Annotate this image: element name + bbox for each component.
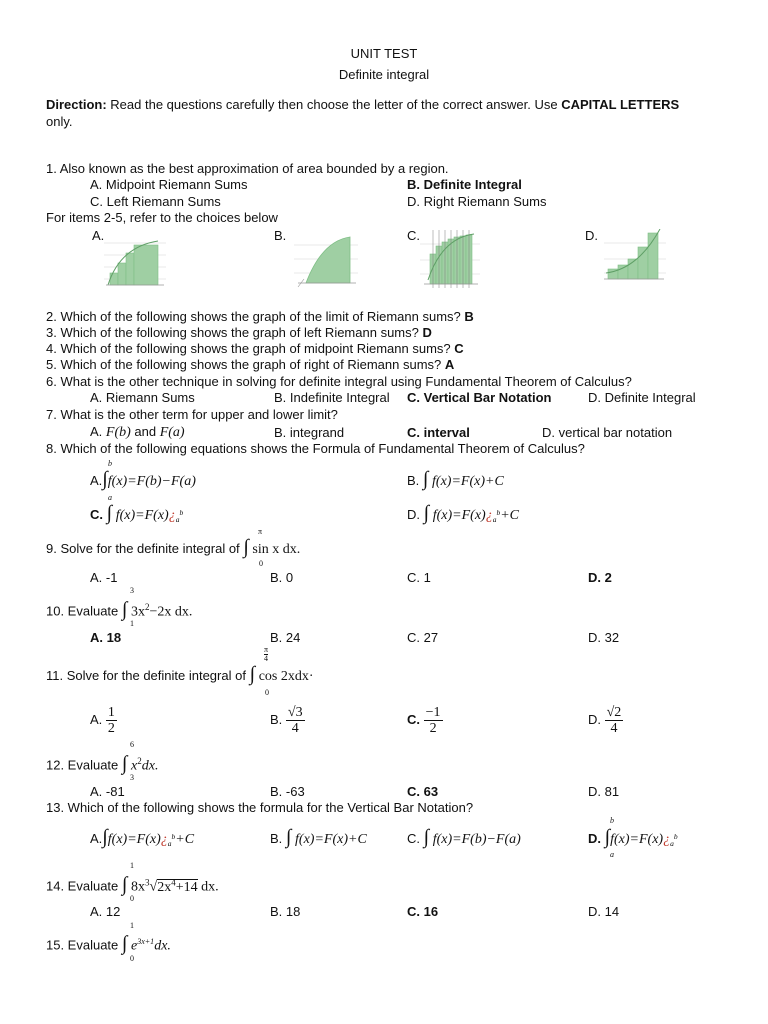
integral-sign: ∫	[243, 536, 249, 558]
page-title: UNIT TEST	[350, 46, 418, 61]
direction-line-2: only.	[46, 114, 73, 129]
q10-choice-a: A. 18	[90, 630, 122, 645]
q15-exp: 3x+1	[137, 937, 155, 946]
q8-a-upper: b	[108, 459, 112, 468]
q11-choice-d	[588, 705, 623, 736]
q7-choice-d: D. vertical bar notation	[542, 425, 673, 440]
q9-choice-c: C. 1	[407, 570, 431, 585]
q15-stem: 15. Evaluate	[46, 937, 119, 953]
q11-b-num: √3	[287, 705, 303, 721]
q9-integrand: sin x dx.	[252, 542, 301, 557]
q10-choice-d: D. 32	[588, 630, 620, 645]
q14-line	[46, 874, 219, 896]
q2-stem: 2. Which of the following shows the graph of the limit of Riemann sums?	[46, 309, 461, 324]
q13-d-upper: b	[610, 816, 614, 825]
q12-exp: 2	[137, 756, 142, 766]
q1-choice-b: B. Definite Integral	[407, 177, 522, 192]
q13-d-limits	[670, 832, 678, 848]
q11-lower: 0	[265, 688, 269, 697]
q13-a-glyph: ¿	[160, 832, 168, 847]
q5-answer: A	[444, 357, 455, 372]
q10-line	[46, 599, 192, 620]
q11-a-letter: A.	[90, 712, 103, 727]
q13-a-expr: f(x)=F(x)	[107, 832, 161, 847]
q10-upper: 3	[130, 586, 134, 595]
q1-stem: 1. Also known as the best approximation of area bounded by a region.	[46, 161, 449, 176]
q8-c-expr: f(x)=F(x)	[115, 508, 169, 523]
graph-label-d: D.	[585, 228, 598, 243]
q6-choice-d: D. Definite Integral	[588, 390, 696, 405]
q15-dx: dx.	[154, 938, 171, 954]
page-subtitle: Definite integral	[338, 67, 430, 82]
integral-sign: ∫	[121, 932, 128, 955]
integral-sign: ∫	[121, 873, 128, 896]
graph-label-c: C.	[407, 228, 420, 243]
q13-c-letter: C.	[407, 831, 420, 846]
q14-exp2: 4	[171, 877, 176, 887]
q7-choice-c: C. interval	[407, 425, 470, 440]
q11-d-frac	[605, 705, 624, 736]
integral-sign: ∫	[285, 826, 292, 848]
q11-b-letter: B.	[270, 712, 283, 727]
q12-stem: 12. Evaluate	[46, 757, 119, 773]
q11-choice-c	[407, 705, 443, 736]
q8-c-limits	[175, 508, 184, 524]
integral-sign: ∫	[422, 468, 429, 490]
q13-a-plus-c: +C	[175, 832, 195, 847]
q11-c-den: 2	[429, 721, 437, 737]
q11-d-den: 4	[610, 721, 618, 737]
q9-line	[46, 536, 301, 558]
q14-rad-b: +14	[175, 879, 198, 895]
q11-upper-num: π	[264, 645, 269, 654]
q12-line	[46, 753, 158, 774]
q7-stem: 7. What is the other term for upper and lower limit?	[46, 407, 338, 422]
graph-label-a: A.	[92, 228, 105, 243]
q12-lower: 3	[130, 773, 134, 782]
q11-upper	[264, 646, 268, 663]
q13-a-sub: a	[167, 838, 172, 848]
q13-d-sub: a	[670, 838, 674, 848]
q6-choice-c: C. Vertical Bar Notation	[407, 390, 552, 405]
q11-d-letter: D.	[588, 712, 601, 727]
q8-choice-b	[407, 468, 504, 490]
q13-choice-d	[588, 826, 678, 852]
integral-sign: ∫	[106, 502, 113, 524]
q8-c-sub: a	[175, 514, 180, 524]
direction-emphasis: CAPITAL LETTERS	[561, 97, 680, 112]
q1-choice-c: C. Left Riemann Sums	[90, 194, 221, 209]
q9-choice-a: A. -1	[90, 570, 118, 585]
direction-text: Read the questions carefully then choose the letter of the correct answer. Use	[106, 97, 562, 112]
q8-choice-c	[90, 502, 184, 528]
q14-radicand	[157, 879, 197, 895]
q14-exp1: 3	[145, 877, 150, 888]
q11-stem: 11. Solve for the definite integral of	[46, 668, 246, 683]
q7-fa: F(a)	[159, 425, 185, 440]
q11-integrand: cos 2xdx·	[258, 669, 314, 684]
q8-b-expr: f(x)=F(x)+C	[432, 474, 504, 489]
q13-d-letter: D.	[588, 831, 601, 846]
q13-choice-a	[90, 826, 195, 852]
q13-stem: 13. Which of the following shows the formula for the Vertical Bar Notation?	[46, 800, 474, 815]
q12-choice-a: A. -81	[90, 784, 125, 799]
q4-stem: 4. Which of the following shows the graph of midpoint Riemann sums?	[46, 341, 451, 356]
q12-choice-c: C. 63	[407, 784, 439, 799]
q15-base: e	[131, 938, 138, 954]
q8-a-letter: A.	[90, 473, 103, 488]
q11-upper-den: 4	[264, 654, 269, 663]
q13-b-letter: B.	[270, 831, 283, 846]
graph-label-b: B.	[274, 228, 287, 243]
q11-c-frac	[424, 705, 443, 736]
q9-upper: π	[258, 527, 263, 536]
q4-answer: C	[454, 341, 464, 356]
q11-b-den: 4	[291, 721, 299, 737]
q4-line	[46, 341, 464, 357]
graph-a-right-riemann	[104, 233, 166, 289]
q13-choice-c	[407, 826, 521, 848]
q14-lower: 0	[130, 894, 134, 903]
direction-label: Direction:	[46, 97, 107, 112]
integral-sign: ∫	[102, 468, 108, 490]
integral-sign: ∫	[423, 826, 430, 848]
q11-d-num: √2	[606, 705, 622, 721]
q10-term-b: −2x dx.	[149, 604, 193, 620]
q8-b-letter: B.	[407, 473, 420, 488]
integral-sign: ∫	[604, 826, 611, 848]
q14-choice-c: C. 16	[407, 904, 439, 919]
q14-choice-a: A. 12	[90, 904, 121, 919]
q8-d-expr: f(x)=F(x)	[432, 508, 486, 523]
q13-a-sup: b	[171, 832, 176, 841]
q11-b-frac	[286, 705, 305, 736]
graph-b-area-under-curve	[294, 233, 358, 289]
integral-sign: ∫	[102, 826, 108, 848]
q12-choice-d: D. 81	[588, 784, 620, 799]
q15-lower: 0	[130, 954, 134, 963]
q12-choice-b: B. -63	[270, 784, 305, 799]
integral-sign: ∫	[423, 502, 430, 524]
q3-stem: 3. Which of the following shows the graph of left Riemann sums?	[46, 325, 419, 340]
q9-stem: 9. Solve for the definite integral of	[46, 541, 240, 556]
q1-choice-a: A. Midpoint Riemann Sums	[90, 177, 248, 192]
q8-d-sub: a	[492, 514, 497, 524]
q8-d-glyph: ¿	[485, 508, 493, 523]
q14-choice-d: D. 14	[588, 904, 620, 919]
q13-c-expr: f(x)=F(b)−F(a)	[432, 832, 521, 847]
q14-choice-b: B. 18	[270, 904, 301, 919]
q11-a-den: 2	[107, 721, 115, 737]
q3-line	[46, 325, 432, 341]
q7-and: and	[130, 424, 160, 439]
q11-choice-a	[90, 705, 117, 736]
integral-sign: ∫	[121, 598, 128, 621]
q5-line	[46, 357, 454, 373]
q8-c-letter: C.	[90, 507, 103, 522]
q14-term-b: dx.	[197, 879, 219, 895]
q15-upper: 1	[130, 921, 134, 930]
q8-c-glyph: ¿	[168, 508, 176, 523]
items-note: For items 2-5, refer to the choices below	[46, 210, 278, 225]
q11-a-num: 1	[107, 705, 115, 721]
q13-d-glyph: ¿	[663, 832, 671, 847]
q12-term-b: dx.	[141, 758, 159, 774]
q12-upper: 6	[130, 740, 134, 749]
q3-answer: D	[422, 325, 432, 340]
q8-choice-a	[90, 468, 196, 490]
q8-c-sup: b	[179, 508, 184, 517]
q8-a-lower: a	[108, 493, 112, 502]
q14-upper: 1	[130, 861, 134, 870]
q13-b-expr: f(x)=F(x)+C	[295, 832, 367, 847]
q11-c-letter: C.	[407, 712, 420, 727]
q11-c-num: −1	[425, 705, 441, 721]
q11-choice-b	[270, 705, 305, 736]
q14-term-a: 8x	[131, 879, 146, 895]
q10-stem: 10. Evaluate	[46, 603, 119, 619]
q10-term-a: 3x	[131, 604, 146, 620]
q8-d-letter: D.	[407, 507, 420, 522]
q10-exp: 2	[145, 602, 150, 612]
q13-d-expr: f(x)=F(x)	[610, 832, 664, 847]
q12-term-a: x	[131, 758, 138, 774]
q11-a-frac	[106, 705, 117, 736]
q9-lower: 0	[259, 559, 263, 568]
integral-sign: ∫	[121, 752, 128, 775]
q13-d-lower: a	[610, 850, 614, 859]
q7-choice-b: B. integrand	[274, 425, 345, 440]
q11-line	[46, 663, 314, 685]
integral-sign: ∫	[249, 663, 256, 685]
q8-a-expr: f(x)=F(b)−F(a)	[107, 474, 196, 489]
q7-choice-a-letter: A.	[90, 424, 106, 439]
direction-line-1	[46, 97, 679, 113]
q8-stem: 8. Which of the following equations shows the Formula of Fundamental Theorem of Calculus?	[46, 441, 585, 456]
q8-d-sup: b	[496, 508, 501, 517]
q10-lower: 1	[130, 619, 134, 628]
q15-line	[46, 934, 171, 954]
q8-d-plus-c: +C	[500, 508, 519, 523]
q7-fb: F(b)	[105, 425, 131, 440]
graph-d-left-riemann	[604, 229, 666, 289]
graph-c-midpoint-riemann	[420, 230, 480, 290]
q1-choice-d: D. Right Riemann Sums	[407, 194, 547, 209]
q13-choice-b	[270, 826, 367, 848]
q2-line	[46, 309, 474, 325]
q14-stem: 14. Evaluate	[46, 878, 119, 894]
q13-d-sup: b	[673, 832, 678, 841]
q5-stem: 5. Which of the following shows the graph of right of Riemann sums?	[46, 357, 442, 372]
q9-choice-d: D. 2	[588, 570, 612, 585]
q10-choice-c: C. 27	[407, 630, 439, 645]
q8-choice-d	[407, 502, 519, 528]
q7-choice-a	[90, 424, 185, 441]
q14-rad-a: 2x	[157, 879, 172, 895]
q6-stem: 6. What is the other technique in solving for definite integral using Fundamental Theorem of Calculus?	[46, 374, 632, 389]
q14-root: √	[149, 879, 158, 895]
q6-choice-b: B. Indefinite Integral	[274, 390, 390, 405]
q13-a-letter: A.	[90, 831, 103, 846]
q2-answer: B	[464, 309, 474, 324]
q10-choice-b: B. 24	[270, 630, 301, 645]
q9-choice-b: B. 0	[270, 570, 294, 585]
q6-choice-a: A. Riemann Sums	[90, 390, 195, 405]
